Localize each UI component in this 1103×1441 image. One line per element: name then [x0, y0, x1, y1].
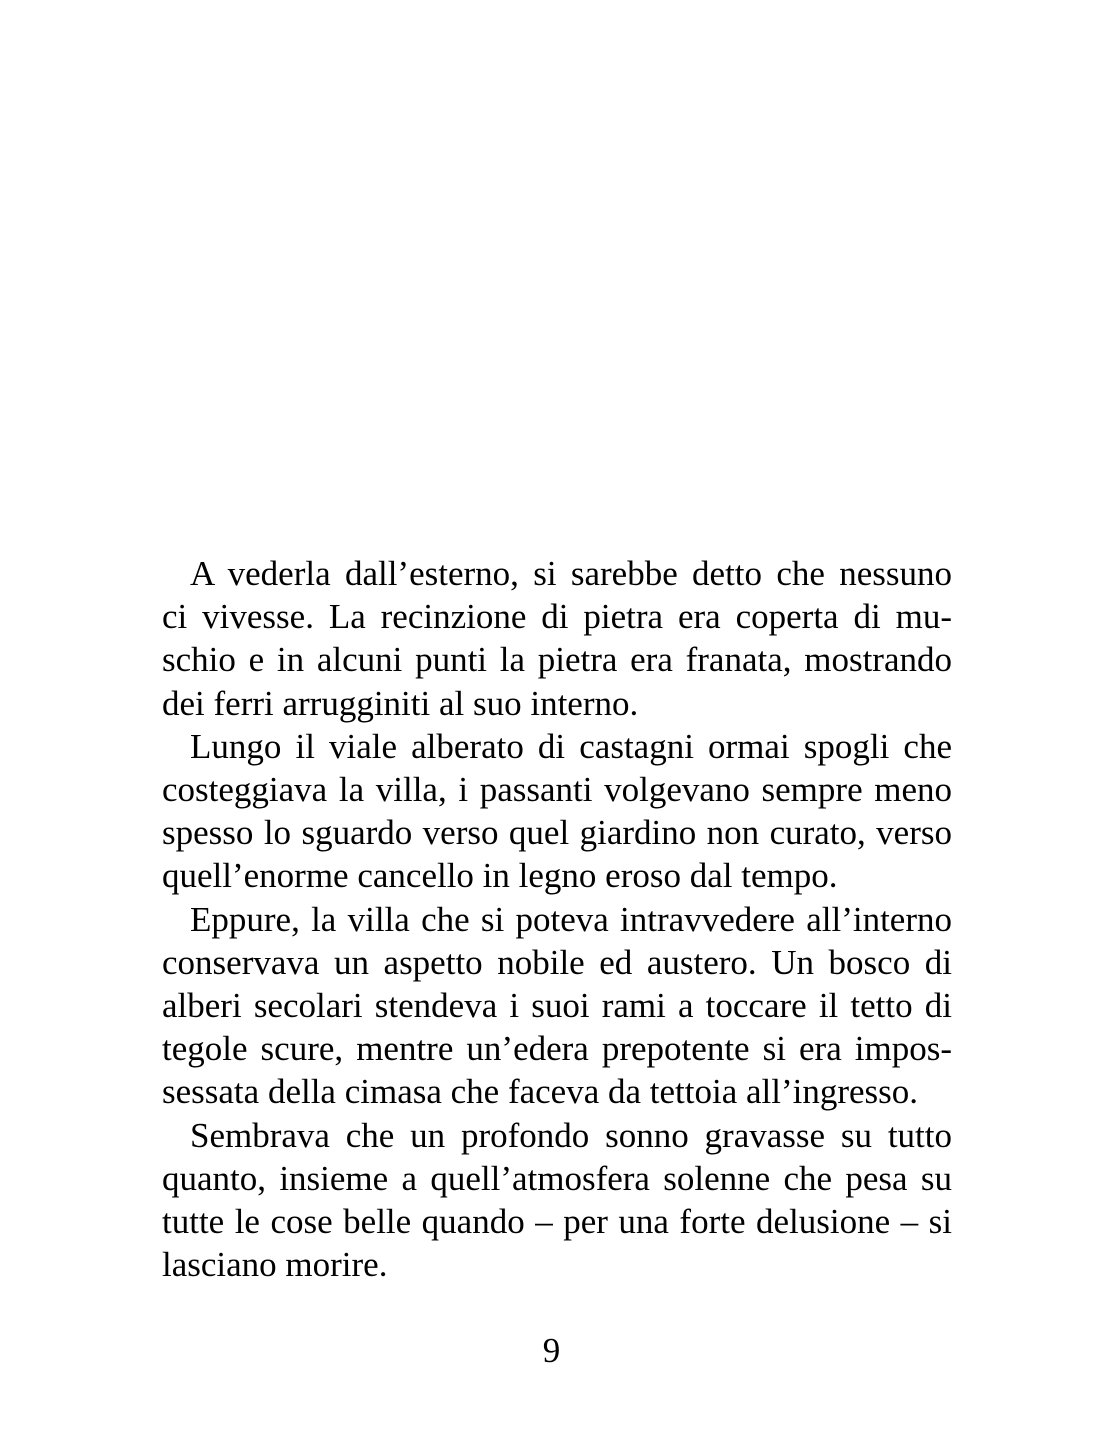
text-line: A vederla dall’esterno, si sarebbe detto che nessuno [190, 554, 952, 593]
text-line: tegole scure, mentre un’edera prepotente si era impos- [162, 1029, 952, 1069]
text-line: tutte le cose belle quando – per una forte delusione – si [162, 1202, 952, 1242]
text-line: sessata della cimasa che faceva da tettoia all’ingresso. [162, 1072, 919, 1112]
paragraph [162, 898, 952, 1114]
text-line: dei ferri arrugginiti al suo interno. [162, 683, 639, 723]
text-line: ci vivesse. La recinzione di pietra era coperta di mu- [162, 597, 952, 637]
text-line: lasciano morire. [162, 1245, 388, 1285]
page-number: 9 [542, 1331, 561, 1370]
text-line: alberi secolari stendeva i suoi rami a toccare il tetto di [162, 986, 952, 1026]
text-line: conservava un aspetto nobile ed austero. Un bosco di [162, 942, 952, 982]
body-text [162, 552, 952, 1286]
text-line: Eppure, la villa che si poteva intravvedere all’interno [190, 899, 952, 939]
text-line: quell’enorme cancello in legno eroso dal tempo. [162, 856, 838, 896]
paragraph [162, 725, 952, 898]
text-line: Sembrava che un profondo sonno gravasse su tutto [190, 1115, 952, 1155]
text-line: costeggiava la villa, i passanti volgevano sempre meno [162, 770, 952, 810]
text-line: spesso lo sguardo verso quel giardino non curato, verso [162, 813, 952, 853]
text-line: schio e in alcuni punti la pietra era franata, mostrando [162, 640, 952, 680]
paragraph [162, 552, 952, 725]
paragraph [162, 1114, 952, 1287]
text-line: quanto, insieme a quell’atmosfera solenne che pesa su [162, 1158, 952, 1198]
text-line: Lungo il viale alberato di castagni ormai spogli che [190, 726, 952, 766]
